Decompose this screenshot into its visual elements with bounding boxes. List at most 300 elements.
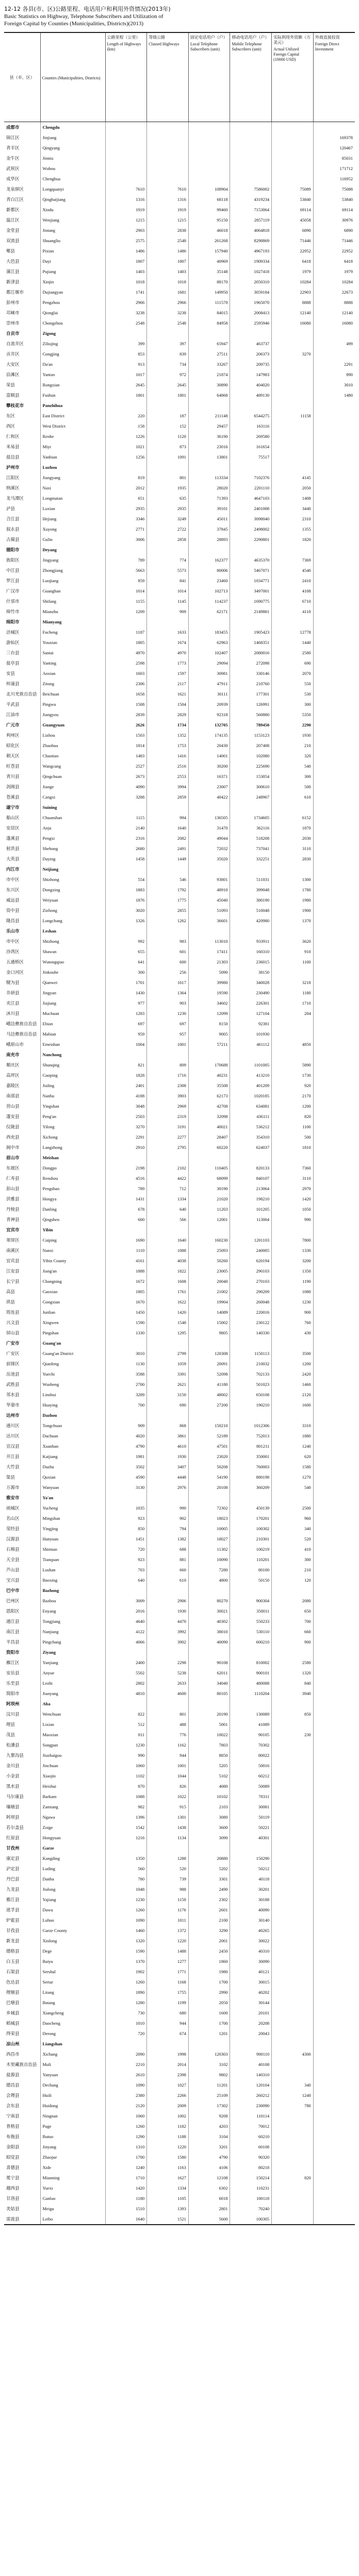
cell-name-en: Tongchuan [40, 1420, 105, 1431]
cell-value: 1370 [272, 916, 314, 926]
cell-value: 1403 [147, 266, 189, 277]
cell-value: 900101 [230, 1668, 272, 1678]
cell-value: 5238 [147, 1668, 189, 1678]
cell-value: 1981 [105, 1451, 147, 1462]
cell-value: 730 [105, 2008, 147, 2018]
cell-value: 12001 [188, 1214, 230, 1225]
cell-value: 1090 [105, 2080, 147, 2090]
cell-value: 990 [105, 1750, 147, 1760]
cell-value [272, 545, 314, 555]
cell-value [313, 1493, 355, 1503]
cell-value: 7360 [272, 1163, 314, 1173]
cell-value: 2498002 [230, 524, 272, 534]
cell-value [105, 132, 147, 143]
cell-value: 650 [272, 1606, 314, 1616]
cell-name-en: Beichuan [40, 689, 105, 699]
cell-value [313, 400, 355, 411]
cell-value [272, 1338, 314, 1348]
cell-value: 634081 [230, 1101, 272, 1111]
cell-name-zh: 布拖县 [6, 2134, 20, 2140]
cell-name-zh: 沙湾区 [6, 950, 20, 955]
cell-value [313, 1802, 355, 1812]
cell-value: 1150 [147, 1894, 189, 1905]
cell-value: 1105 [147, 2193, 189, 2204]
cell-name-en: Shifang [40, 596, 105, 606]
cell-value: 5467071 [230, 565, 272, 575]
cell-name-zh: 龙泉驿区 [6, 187, 24, 192]
table-row [4, 1256, 355, 1266]
table-row-city [4, 122, 355, 133]
cell-name-en: Wutongqiao [40, 957, 105, 967]
cell-value: 30200 [188, 761, 230, 771]
cell-value: 776 [147, 1730, 189, 1740]
cell-value: 12778 [272, 627, 314, 637]
cell-value: 2580 [272, 648, 314, 658]
cell-value: 52189 [188, 1431, 230, 1441]
table-row [4, 1637, 355, 1647]
cell-value: 40090 [188, 1637, 230, 1647]
table-row [4, 916, 355, 926]
cell-value: 640 [105, 1575, 147, 1585]
cell-name-en: Litang [40, 1987, 105, 1997]
cell-value: 2210 [105, 2059, 147, 2070]
cell-value: 1091 [147, 452, 189, 462]
cell-value: 40202 [230, 1987, 272, 1997]
cell-value [272, 2121, 314, 2131]
cell-value [272, 617, 314, 627]
cell-value: 1012306 [230, 1420, 272, 1431]
cell-name-en: Kaijiang [40, 1451, 105, 1462]
cell-value: 2976 [147, 1482, 189, 1493]
cell-value: 655 [105, 946, 147, 957]
cell-value: 80218 [230, 2162, 272, 2173]
cell-name-zh: 市中区 [6, 939, 20, 944]
cell-value: 207408 [230, 740, 272, 751]
cell-value: 260048 [230, 1297, 272, 1307]
cell-name-zh: 射洪县 [6, 846, 20, 852]
cell-value [272, 462, 314, 472]
cell-value [105, 1225, 147, 1235]
table-row [4, 874, 355, 885]
cell-value: 2050310 [230, 277, 272, 287]
cell-value: 4647103 [230, 493, 272, 503]
table-row [4, 205, 355, 215]
cell-name-zh: 岳池县 [6, 1372, 20, 1377]
cell-name-zh: 丹巴县 [6, 1877, 20, 1882]
cell-name-zh: 自贡市 [6, 331, 20, 336]
cell-value: 1440 [272, 637, 314, 648]
cell-value: 29094 [188, 658, 230, 668]
table-row [4, 2100, 355, 2111]
cell-value: 2050 [272, 483, 314, 493]
cell-value: 236015 [230, 957, 272, 967]
cell-value: 789 [105, 555, 147, 565]
cell-value: 1190 [272, 1276, 314, 1286]
cell-value: 1483 [105, 751, 147, 761]
cell-value: 2580 [272, 1657, 314, 1668]
cell-name-zh: 市中区 [6, 877, 20, 883]
cell-value [313, 1307, 355, 1317]
cell-value: 80100 [230, 1565, 272, 1575]
cell-value: 530 [272, 689, 314, 699]
cell-value: 1627 [147, 2173, 189, 2183]
cell-value: 1027 [147, 2080, 189, 2090]
cell-name-zh: 江油市 [6, 713, 20, 718]
cell-value: 1621 [147, 689, 189, 699]
cell-name-zh: 小金县 [6, 1774, 20, 1779]
cell-value: 853 [105, 349, 147, 359]
cell-name-zh: 若尔盖县 [6, 1825, 24, 1831]
cell-value [313, 782, 355, 792]
cell-name-en: Jingyan [40, 988, 105, 998]
cell-value: 95150 [188, 215, 230, 225]
cell-name-zh: 达川区 [6, 1434, 20, 1439]
table-row [4, 225, 355, 235]
cell-value [147, 174, 189, 184]
cell-name-en: Jinchuan [40, 1760, 105, 1771]
cell-value [313, 1297, 355, 1307]
cell-value: 1608 [147, 1276, 189, 1286]
cell-value [313, 864, 355, 874]
cell-name-en: Xiangcheng [40, 2008, 105, 2018]
cell-value [313, 575, 355, 586]
cell-value: 1919 [147, 205, 189, 215]
cell-name-zh: 广汉市 [6, 589, 20, 594]
cell-value [105, 1410, 147, 1420]
cell-name-en: Baiyu [40, 1956, 105, 1967]
cell-value: 2610 [105, 2070, 147, 2080]
cell-value [147, 462, 189, 472]
cell-value: 147983 [230, 369, 272, 380]
cell-value [272, 1493, 314, 1503]
cell-name-zh: 炉霍县 [6, 1918, 20, 1923]
cell-value: 169378 [313, 132, 355, 143]
cell-value: 2291 [105, 1132, 147, 1142]
cell-value: 739 [147, 1874, 189, 1884]
cell-value: 1153123 [230, 730, 272, 740]
cell-value: 2400 [105, 1657, 147, 1668]
cell-value: 6018 [188, 2193, 230, 2204]
table-row [4, 658, 355, 668]
cell-value: 920 [272, 1080, 314, 1091]
cell-name-en: Jiangyou [40, 709, 105, 720]
cell-value [313, 1709, 355, 1719]
cell-value: 1240 [105, 2162, 147, 2173]
cell-value: 2380 [105, 2090, 147, 2100]
cell-value: 1734 [147, 720, 189, 730]
cell-value [313, 442, 355, 452]
table-row [4, 1297, 355, 1307]
cell-name-en: Deyang [40, 545, 105, 555]
cell-value: 1130 [105, 1359, 147, 1369]
cell-value: 80105 [188, 1688, 230, 1699]
cell-value: 1300 [272, 874, 314, 885]
cell-value: 50016 [230, 1760, 272, 1771]
table-row [4, 1019, 355, 1029]
cell-name-en: Songpan [40, 1740, 105, 1750]
cell-value: 1100 [272, 1122, 314, 1132]
cell-value [272, 421, 314, 431]
cell-value: 512 [105, 1719, 147, 1730]
cell-value: 10284 [272, 277, 314, 287]
cell-name-en: Meishan [40, 1153, 105, 1163]
cell-value [147, 400, 189, 411]
cell-name-en: Ngawa [40, 1812, 105, 1822]
cell-value: 520 [272, 1534, 314, 1544]
cell-value: 2970 [272, 1183, 314, 1194]
table-row [4, 380, 355, 390]
table-row-city [4, 1843, 355, 1853]
cell-value: 2906 [147, 1596, 189, 1606]
cell-value: 20108 [188, 1482, 230, 1493]
cell-value: 1930 [147, 1451, 189, 1462]
cell-name-en: Weiyuan [40, 895, 105, 905]
cell-value: 1773 [147, 658, 189, 668]
cell-value: 1088 [105, 1791, 147, 1802]
cell-value: 1508 [105, 699, 147, 709]
cell-value: 1200 [272, 1101, 314, 1111]
cell-value: 820 [272, 2173, 314, 2183]
cell-name-zh: 邛崃市 [6, 311, 20, 316]
table-row [4, 1431, 355, 1441]
table-row [4, 1956, 355, 1967]
cell-value [313, 1853, 355, 1863]
cell-value: 1290 [105, 2131, 147, 2142]
cell-name-zh: 中江县 [6, 568, 20, 573]
cell-value: 1215 [105, 215, 147, 225]
table-row [4, 1534, 355, 1544]
cell-value: 47501 [188, 1441, 230, 1451]
cell-value: 6544275 [230, 411, 272, 421]
cell-value: 40969 [188, 256, 230, 266]
cell-name-en: Longchang [40, 916, 105, 926]
table-row [4, 1565, 355, 1575]
cell-value: 540 [272, 1482, 314, 1493]
cell-value [313, 751, 355, 761]
cell-value [313, 1863, 355, 1874]
cell-value: 1220 [147, 2142, 189, 2152]
cell-value: 2103 [188, 1802, 230, 1812]
cell-value [272, 1750, 314, 1760]
table-row [4, 1317, 355, 1328]
cell-value: 50260 [188, 1256, 230, 1266]
cell-value: 1350 [105, 1853, 147, 1863]
table-row [4, 1967, 355, 1977]
cell-value: 72032 [188, 843, 230, 854]
cell-value: 9805 [188, 1328, 230, 1338]
cell-value: 944 [147, 2018, 189, 2028]
cell-value: 1080 [272, 1286, 314, 1297]
cell-name-en: Xichong [40, 1132, 105, 1142]
cell-name-zh: 沐川县 [6, 1011, 20, 1016]
cell-name-zh: 平昌县 [6, 1640, 20, 1645]
cell-value: 520 [147, 1863, 189, 1874]
table-row-city [4, 617, 355, 627]
cell-value [313, 1266, 355, 1276]
table-row [4, 132, 355, 143]
cell-value: 1277 [147, 1956, 189, 1967]
cell-name-zh: 剑阁县 [6, 785, 20, 790]
cell-name-en: Yanjiang [40, 1657, 105, 1668]
cell-value [230, 174, 272, 184]
table-row [4, 833, 355, 843]
cell-name-en: Gongjing [40, 349, 105, 359]
cell-value: 1930 [272, 730, 314, 740]
table-row [4, 782, 355, 792]
cell-value: 210760 [230, 679, 272, 689]
cell-value: 1372 [147, 1925, 189, 1936]
cell-value [313, 1070, 355, 1080]
cell-value: 1301 [147, 1812, 189, 1822]
cell-value [313, 411, 355, 421]
cell-value: 994 [147, 812, 189, 823]
cell-value: 113004 [230, 1214, 272, 1225]
cell-value [313, 988, 355, 998]
cell-value [313, 2173, 355, 2183]
cell-value: 1438 [147, 1822, 189, 1833]
table-row [4, 493, 355, 503]
cell-value [313, 1874, 355, 1884]
cell-value: 210 [272, 740, 314, 751]
cell-value: 774 [147, 555, 189, 565]
cell-name-en: Santai [40, 648, 105, 658]
cell-value: 2450 [188, 1946, 230, 1956]
cell-value: 100118 [230, 2193, 272, 2204]
table-row [4, 359, 355, 369]
cell-value: 1909334 [230, 256, 272, 266]
cell-value: 2298 [147, 1657, 189, 1668]
cell-value: 840 [272, 1678, 314, 1688]
cell-value: 210 [272, 1565, 314, 1575]
cell-value: 900110 [230, 2049, 272, 2059]
cell-value [147, 122, 189, 133]
cell-value: 2090 [105, 2049, 147, 2059]
cell-value: 174135 [188, 730, 230, 740]
cell-value: 680 [147, 2008, 189, 2018]
cell-value [313, 1049, 355, 1060]
cell-name-zh: 蒲江县 [6, 269, 20, 275]
cell-value [313, 1894, 355, 1905]
cell-name-zh: 石棉县 [6, 1547, 20, 1552]
cell-value: 23005 [188, 1266, 230, 1276]
cell-value: 1640 [105, 2214, 147, 2225]
cell-name-en: Guangyuan [40, 720, 105, 730]
cell-name-en: Qingyang [40, 143, 105, 153]
cell-value: 2009 [147, 2100, 189, 2111]
cell-value: 30201 [230, 1884, 272, 1894]
cell-value [272, 1863, 314, 1874]
cell-value: 1364 [147, 988, 189, 998]
cell-value: 108904 [188, 184, 230, 194]
cell-value: 320 [272, 751, 314, 761]
cell-value: 38150 [230, 967, 272, 977]
cell-value: 8150 [188, 1019, 230, 1029]
cell-value: 20430 [188, 740, 230, 751]
cell-value [105, 1153, 147, 1163]
cell-name-en: Longmatan [40, 493, 105, 503]
cell-value: 35148 [188, 266, 230, 277]
cell-name-zh: 新都区 [6, 208, 20, 213]
cell-value: 1451 [105, 1534, 147, 1544]
cell-value [313, 895, 355, 905]
cell-value [313, 514, 355, 524]
cell-name-zh: 蓬安县 [6, 1114, 20, 1120]
cell-name-zh: 美姑县 [6, 2207, 20, 2212]
cell-value: 49044 [188, 833, 230, 843]
cell-value: 702133 [230, 1369, 272, 1379]
cell-value: 1730 [272, 1070, 314, 1080]
table-row [4, 2183, 355, 2193]
cell-value: 1902 [105, 1967, 147, 1977]
cell-value: 1488 [147, 1946, 189, 1956]
cell-value: 826 [147, 1781, 189, 1791]
table-row [4, 369, 355, 380]
cell-name-zh: 南充市 [6, 1053, 20, 1058]
table-row [4, 1441, 355, 1451]
cell-value: 4800 [188, 1575, 230, 1585]
table-row [4, 1575, 355, 1585]
table-row [4, 1977, 355, 1987]
table-row-city [4, 1153, 355, 1163]
cell-value [230, 1410, 272, 1420]
cell-value: 600 [147, 957, 189, 967]
cell-name-en: Suining [40, 802, 105, 812]
cell-value: 1658 [105, 689, 147, 699]
cell-name-en: Shuangliu [40, 235, 105, 246]
cell-value: 923 [105, 1513, 147, 1523]
cell-value [272, 1049, 314, 1060]
cell-value: 821 [105, 1060, 147, 1070]
cell-value: 62011 [188, 1668, 230, 1678]
cell-value: 3150 [147, 1389, 189, 1400]
cell-value [272, 1977, 314, 1987]
cell-value [147, 1225, 189, 1235]
cell-value: 1004 [105, 1039, 147, 1049]
cell-name-en: Renhe [40, 431, 105, 442]
cell-value: 450139 [230, 1503, 272, 1513]
table-title-english-line-2: Foreign Capital by Counties (Municipalities, Districts)(2013) [4, 21, 144, 27]
cell-name-zh: 夹江县 [6, 1001, 20, 1006]
cell-value: 36190 [188, 431, 230, 442]
cell-value [313, 328, 355, 338]
cell-value [272, 1905, 314, 1915]
cell-value [313, 2080, 355, 2090]
cell-value: 1600 [188, 2008, 230, 2018]
cell-value: 3098040 [230, 514, 272, 524]
cell-value: 16080 [272, 318, 314, 328]
cell-value: 4188 [105, 1091, 147, 1101]
cell-value: 3502 [105, 1462, 147, 1472]
cell-value: 1430 [105, 988, 147, 998]
cell-value: 1188 [147, 2131, 189, 2142]
cell-name-en: Quxian [40, 1472, 105, 1482]
cell-name-en: Zhaojue [40, 2152, 105, 2162]
cell-value: 47911 [188, 679, 230, 689]
cell-value: 1710 [105, 2173, 147, 2183]
cell-value: 2420 [272, 1369, 314, 1379]
cell-value [313, 1967, 355, 1977]
cell-value: 269580 [230, 431, 272, 442]
cell-name-en: Danba [40, 1874, 105, 1884]
table-row [4, 555, 355, 565]
cell-value: 499 [313, 338, 355, 349]
cell-name-zh: 大竹县 [6, 1465, 20, 1470]
cell-value: 1792 [147, 885, 189, 895]
table-row [4, 1173, 355, 1183]
cell-value [313, 565, 355, 575]
cell-name-zh: 合江县 [6, 517, 20, 522]
table-row [4, 771, 355, 782]
